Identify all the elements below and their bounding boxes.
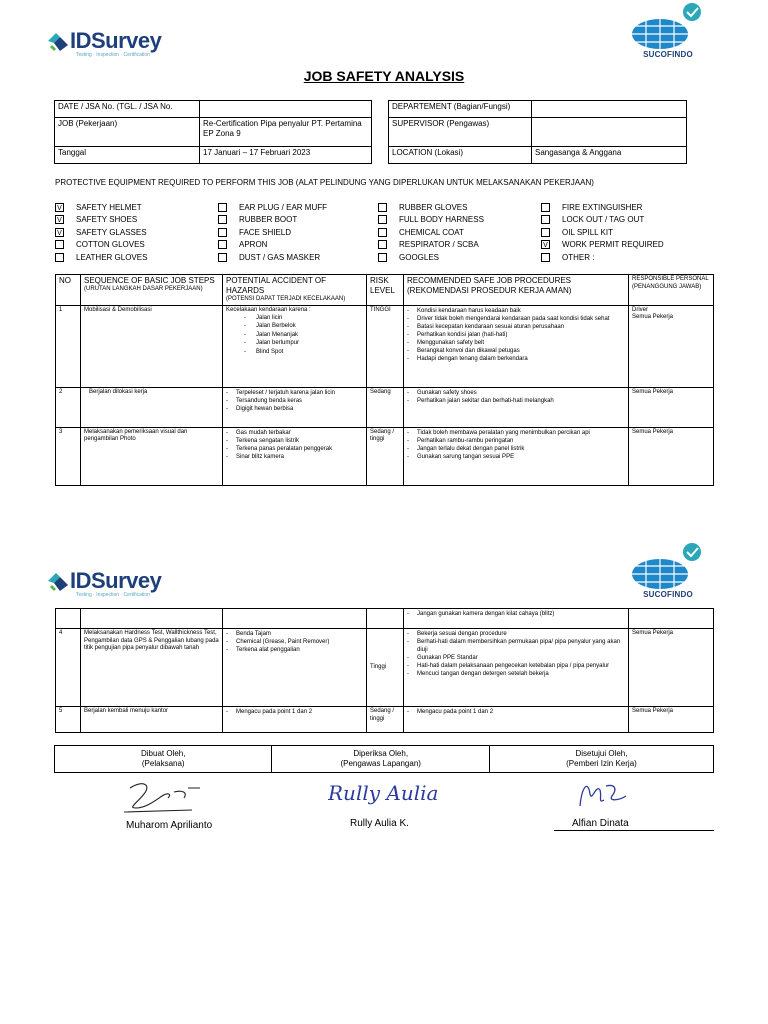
ppe-checkbox[interactable] — [55, 253, 64, 262]
row-hazards — [223, 427, 367, 485]
col-proc-sub: (REKOMENDASI PROSEDUR KERJA AMAN) — [407, 286, 572, 295]
list-item-text: - Chemical (Grease, Paint Remover) — [236, 639, 330, 646]
list-item — [407, 355, 625, 363]
ppe-item — [55, 238, 145, 250]
col-resp-title: RESPONSIBLE PERSONAL — [632, 276, 709, 282]
ppe-label: SAFETY SHOES — [76, 214, 138, 224]
list-item-text: - Driver tidak boleh mengendarai kendaraan pada saat kondisi tidak sehat — [417, 315, 610, 322]
sig-role: Disetujui Oleh, — [575, 749, 628, 758]
ppe-item — [541, 201, 642, 213]
responsible-list — [632, 708, 710, 716]
row-step: Berjalan dilokasi kerja — [81, 387, 223, 427]
idsurvey-wordmark: IDSurvey — [70, 28, 162, 53]
responsible-name: Semua Pekerja — [632, 388, 674, 395]
col-steps-sub: (URUTAN LANGKAH DASAR PEKERJAAN) — [84, 286, 203, 292]
location-value: Sangasanga & Anggana — [532, 147, 687, 164]
list-item-text: - Berangkat konvoi dan dikawal petugas — [417, 347, 520, 354]
sucofindo-globe-icon — [630, 2, 706, 52]
row-responsible — [629, 609, 714, 629]
list-item — [407, 630, 625, 638]
ppe-heading: PROTECTIVE EQUIPMENT REQUIRED TO PERFORM THIS JOB (ALAT PELINDUNG YANG DIPERLUKAN UNTUK MELAKSANAKAN PEKERJAAN) — [55, 178, 594, 187]
sig-role-sub: (Pengawas Lapangan) — [340, 759, 421, 768]
list-item-text: - Perhatikan rambu-rambu peringatan — [417, 437, 514, 444]
date-label: DATE / JSA No. (TGL. / JSA No. — [55, 101, 200, 118]
table-row — [56, 387, 714, 427]
sucofindo-logo — [630, 2, 706, 62]
list-item-text: - Kondisi kendaraan harus keadaan baik — [417, 307, 521, 314]
row-risk: Tinggi — [367, 629, 404, 707]
ppe-item — [378, 213, 484, 225]
ppe-checkbox[interactable] — [541, 215, 550, 224]
list-item — [407, 610, 625, 618]
jsa-table-page1 — [55, 274, 714, 486]
signature-rully — [328, 778, 438, 812]
ppe-label: WORK PERMIT REQUIRED — [562, 239, 664, 249]
table-row — [56, 609, 714, 629]
table-row — [56, 707, 714, 733]
row-no: 2 — [56, 387, 81, 427]
ppe-checkbox[interactable] — [541, 253, 550, 262]
hazard-list — [244, 314, 363, 356]
row-step — [81, 609, 223, 629]
list-item-text: - Mencuci tangan dengan detergen setelah bekerja — [417, 671, 549, 678]
list-item — [226, 445, 363, 453]
row-hazards — [223, 707, 367, 733]
ppe-item — [541, 238, 664, 250]
sucofindo-logo — [630, 542, 706, 602]
supervisor-label: SUPERVISOR (Pengawas) — [389, 118, 532, 147]
ppe-checkbox[interactable]: V — [541, 240, 550, 249]
procedure-list — [407, 610, 625, 618]
list-item-text: - Tidak boleh membawa peralatan yang menimbulkan percikan api — [417, 429, 590, 436]
row-no: 4 — [56, 629, 81, 707]
list-item-text: - Digigit hewan berbisa — [236, 405, 294, 412]
job-label: JOB (Pekerjaan) — [55, 118, 200, 147]
row-no — [56, 609, 81, 629]
job-value: Re-Certification Pipa penyalur PT. Pertamina EP Zona 9 — [200, 118, 372, 147]
list-item-text: - Terkena sengatan listrik — [236, 437, 300, 444]
ppe-label: GOOGLES — [399, 252, 440, 262]
location-label: LOCATION (Lokasi) — [389, 147, 532, 164]
ppe-checkbox[interactable] — [218, 253, 227, 262]
list-item-text: - Gunakan safety shoes — [417, 389, 477, 396]
sucofindo-wordmark: SUCOFINDO — [643, 590, 693, 599]
row-step: Melaksanakan Hardness Test, Wallthickness Test, Pengambilan data GPS & Penggalian lubang pada titik pengujian pipa penyalur dibawah tanah — [81, 629, 223, 707]
list-item-text: Jalan licin — [256, 315, 283, 321]
ppe-checkbox[interactable] — [218, 228, 227, 237]
list-item — [407, 429, 625, 437]
sig-underline — [554, 830, 714, 831]
ppe-label: OIL SPILL KIT — [562, 227, 613, 237]
ppe-item — [541, 226, 613, 238]
list-item — [244, 314, 363, 322]
procedure-list — [407, 630, 625, 679]
list-item-text: - Bekerja sesuai dengan procedure — [417, 631, 507, 637]
list-item-text: - Gunakan sarung tangan sesuai PPE — [417, 453, 515, 460]
sig-name-maker: Muharom Aprilianto — [126, 820, 213, 831]
row-procedures — [404, 707, 629, 733]
col-risk: RISK LEVEL — [367, 275, 404, 306]
list-item-text: - Terkena alat penggalian — [236, 647, 300, 654]
ppe-label: EAR PLUG / EAR MUFF — [239, 202, 328, 212]
idsurvey-mark-icon — [46, 29, 70, 53]
list-item — [226, 437, 363, 445]
hazard-list — [226, 389, 363, 413]
list-item — [407, 708, 625, 716]
list-item — [407, 662, 625, 670]
row-step: Berjalan kembali menuju kantor — [81, 707, 223, 733]
idsurvey-mark-icon — [46, 569, 70, 593]
table-row — [56, 305, 714, 387]
job-info-table — [54, 100, 372, 164]
ppe-checkbox[interactable] — [378, 215, 387, 224]
col-proc-title: RECOMMENDED SAFE JOB PROCEDURES — [407, 276, 572, 285]
ppe-item — [378, 238, 479, 250]
row-responsible — [629, 707, 714, 733]
sig-name-approver: Alfian Dinata — [572, 818, 629, 829]
row-risk: Sedang — [367, 387, 404, 427]
list-item — [407, 347, 625, 355]
ppe-item — [378, 201, 467, 213]
row-procedures — [404, 427, 629, 485]
table-row — [56, 629, 714, 707]
page-title: JOB SAFETY ANALYSIS — [303, 68, 465, 84]
idsurvey-logo — [46, 568, 162, 598]
col-steps — [81, 275, 223, 306]
list-item — [226, 389, 363, 397]
list-item — [407, 323, 625, 331]
list-item — [244, 322, 363, 330]
hazard-list — [226, 630, 363, 654]
row-responsible — [629, 427, 714, 485]
responsible-name: Semua Pekerja — [632, 630, 674, 636]
list-item — [407, 397, 625, 405]
list-item-text: Jalan berlumpur — [256, 340, 300, 347]
row-procedures — [404, 629, 629, 707]
list-item-text: Blind Spot — [256, 348, 284, 355]
list-item — [226, 405, 363, 413]
sig-role-sub: (Pemberi Izin Kerja) — [566, 759, 637, 768]
sig-role: Dibuat Oleh, — [141, 749, 186, 758]
list-item — [226, 646, 363, 654]
row-risk: Sedang / tinggi — [367, 707, 404, 733]
supervisor-value — [532, 118, 687, 147]
list-item — [226, 429, 363, 437]
row-responsible — [629, 387, 714, 427]
list-item — [407, 445, 625, 453]
list-item-text: - Perhatikan jalan sekitar dan berhati-hati melangkah — [417, 397, 554, 404]
list-item-text: - Jangan gunakan kamera dengan kilat cahaya (blitz) — [417, 611, 555, 617]
ppe-item — [541, 213, 644, 225]
list-item — [244, 348, 363, 356]
hazard-intro: Kecelakaan kendaraan karena : — [226, 306, 311, 313]
row-step: Melaksanakan pemeriksaan visual dan pengambilan Photo — [81, 427, 223, 485]
ppe-checkbox[interactable] — [378, 228, 387, 237]
hazard-list — [226, 708, 363, 716]
signature-table — [54, 745, 714, 773]
ppe-item — [541, 251, 594, 263]
list-item — [226, 638, 363, 646]
list-item — [407, 339, 625, 347]
row-procedures — [404, 305, 629, 387]
list-item — [407, 389, 625, 397]
row-responsible — [629, 629, 714, 707]
ppe-label: OTHER : — [562, 252, 595, 262]
ppe-item — [55, 251, 147, 263]
list-item — [226, 630, 363, 638]
list-item — [407, 437, 625, 445]
ppe-label: LEATHER GLOVES — [76, 252, 148, 262]
list-item-text: - Jangan terlalu dekat dengan panel listrik — [417, 445, 525, 452]
location-info-table — [388, 100, 687, 164]
ppe-checkbox[interactable] — [378, 240, 387, 249]
procedure-list — [407, 307, 625, 364]
list-item — [226, 708, 363, 716]
responsible-name: Semua Pekerja — [632, 314, 674, 320]
ppe-checkbox[interactable] — [218, 240, 227, 249]
sucofindo-wordmark: SUCOFINDO — [643, 50, 693, 59]
date-value — [200, 101, 372, 118]
list-item — [244, 331, 363, 339]
ppe-item — [218, 251, 320, 263]
col-resp-sub: (PENANGGUNG JAWAB) — [632, 283, 702, 290]
ppe-item — [55, 226, 147, 238]
sig-role: Diperiksa Oleh, — [353, 749, 409, 758]
idsurvey-tagline: Testing · Inspection · Certification — [76, 52, 150, 58]
sig-name-checker: Rully Aulia K. — [350, 818, 409, 829]
list-item-text: - Batasi kecepatan kendaraan sesuai aturan perusahaan — [417, 323, 565, 330]
col-steps-title: SEQUENCE OF BASIC JOB STEPS — [84, 276, 215, 285]
ppe-checkbox[interactable] — [218, 203, 227, 212]
ppe-label: APRON — [239, 239, 268, 249]
signature-rully-text: Rully Aulia — [328, 781, 438, 805]
ppe-label: FULL BODY HARNESS — [399, 214, 484, 224]
list-item-text: - Benda Tajam — [236, 631, 271, 637]
list-item-text: - Mengacu pada point 1 dan 2 — [417, 709, 494, 715]
sig-role-checker — [272, 746, 489, 773]
ppe-checkbox[interactable] — [218, 215, 227, 224]
row-hazards — [223, 305, 367, 387]
row-hazards — [223, 387, 367, 427]
responsible-list — [632, 307, 710, 322]
row-hazards — [223, 629, 367, 707]
ppe-item — [218, 226, 291, 238]
responsible-name: Semua Pekerja — [632, 428, 674, 435]
list-item-text: - Hadapi dengan tenang dalam berkendara — [417, 356, 528, 363]
list-item-text: - Tersandung benda keras — [236, 397, 303, 404]
hazard-list — [226, 429, 363, 461]
tanggal-label: Tanggal — [55, 147, 200, 164]
signature-alfian — [574, 776, 634, 812]
list-item-text: - Perhatikan kondisi jalan (hati-hati) — [417, 331, 508, 338]
row-no: 1 — [56, 305, 81, 387]
ppe-label: FIRE EXTINGUISHER — [562, 202, 643, 212]
col-hazards-title: POTENTIAL ACCIDENT OF HAZARDS — [226, 276, 327, 295]
signature-muharom — [122, 778, 204, 816]
list-item-text: - Gas mudah terbakar — [236, 429, 291, 436]
list-item-text: - Berhati-hati dalam membersihkan permukaan pipa/ pipa penyalur yang akan diuji — [417, 639, 621, 654]
ppe-label: RESPIRATOR / SCBA — [399, 239, 479, 249]
ppe-checkbox[interactable] — [378, 203, 387, 212]
ppe-label: COTTON GLOVES — [76, 239, 145, 249]
ppe-item — [378, 226, 464, 238]
list-item — [407, 654, 625, 662]
procedure-list — [407, 429, 625, 461]
list-item — [244, 339, 363, 347]
jsa-table-page2 — [55, 608, 714, 733]
list-item-text: - Gunakan PPE Standar — [417, 655, 478, 662]
responsible-list — [632, 429, 710, 437]
row-procedures — [404, 609, 629, 629]
responsible-list — [632, 389, 710, 397]
list-item — [407, 315, 625, 323]
list-item — [407, 331, 625, 339]
ppe-label: RUBBER BOOT — [239, 214, 298, 224]
col-responsible — [629, 275, 714, 306]
table-row — [56, 427, 714, 485]
row-risk — [367, 609, 404, 629]
tanggal-value: 17 Januari – 17 Februari 2023 — [200, 147, 372, 164]
ppe-checkbox[interactable] — [378, 253, 387, 262]
row-hazards — [223, 609, 367, 629]
ppe-checkbox[interactable]: V — [55, 228, 64, 237]
list-item — [226, 397, 363, 405]
row-procedures — [404, 387, 629, 427]
col-procedures — [404, 275, 629, 306]
ppe-label: DUST / GAS MASKER — [239, 252, 321, 262]
list-item-text: Jalan Berbelok — [256, 323, 296, 330]
ppe-item — [378, 251, 439, 263]
idsurvey-wordmark: IDSurvey — [70, 568, 162, 593]
responsible-name: Driver — [632, 306, 648, 313]
list-item — [407, 453, 625, 461]
list-item-text: - Sinar blitz kamera — [236, 453, 285, 460]
sig-role-sub: (Pelaksana) — [141, 759, 185, 768]
row-risk: TINGGI — [367, 305, 404, 387]
dept-label: DEPARTEMENT (Bagian/Fungsi) — [389, 101, 532, 118]
ppe-checkbox[interactable]: V — [55, 215, 64, 224]
list-item-text: - Terkena panas peralatan penggerak — [236, 445, 333, 452]
ppe-item — [218, 238, 267, 250]
row-step: Mobilisasi & Demobilisasi — [81, 305, 223, 387]
ppe-item — [218, 213, 297, 225]
ppe-label: SAFETY HELMET — [76, 202, 142, 212]
list-item — [226, 453, 363, 461]
col-hazards-sub: (POTENSI DAPAT TERJADI KECELAKAAN) — [226, 296, 346, 302]
dept-value — [532, 101, 687, 118]
row-risk: Sedang / tinggi — [367, 427, 404, 485]
list-item — [407, 670, 625, 678]
responsible-list — [632, 630, 710, 638]
ppe-item — [218, 201, 327, 213]
list-item-text: - Menggunakan safety belt — [417, 339, 485, 346]
sucofindo-globe-icon — [630, 542, 706, 592]
ppe-label: FACE SHIELD — [239, 227, 292, 237]
list-item-text: Jalan Menanjak — [256, 331, 299, 338]
procedure-list — [407, 708, 625, 716]
row-responsible — [629, 305, 714, 387]
ppe-checkbox[interactable]: V — [55, 203, 64, 212]
ppe-checkbox[interactable] — [541, 228, 550, 237]
ppe-label: SAFETY GLASSES — [76, 227, 147, 237]
ppe-checkbox[interactable] — [55, 240, 64, 249]
row-no: 3 — [56, 427, 81, 485]
row-no: 5 — [56, 707, 81, 733]
sig-role-approver — [489, 746, 713, 773]
procedure-list — [407, 389, 625, 405]
ppe-label: RUBBER GLOVES — [399, 202, 468, 212]
ppe-label: LOCK OUT / TAG OUT — [562, 214, 645, 224]
col-no: NO — [56, 275, 81, 306]
page-1 — [0, 0, 768, 500]
list-item — [407, 638, 625, 654]
responsible-name: Semua Pekerja — [632, 708, 674, 714]
ppe-label: CHEMICAL COAT — [399, 227, 464, 237]
idsurvey-tagline: Testing · Inspection · Certification — [76, 592, 150, 598]
list-item-text: - Hati-hati dalam pelaksanaan pengecekan ketebalan pipa / pipa penyalur — [417, 663, 610, 670]
list-item — [407, 307, 625, 315]
col-hazards — [223, 275, 367, 306]
ppe-checkbox[interactable] — [541, 203, 550, 212]
sig-role-maker — [55, 746, 272, 773]
list-item-text: - Mengacu pada point 1 dan 2 — [236, 709, 313, 715]
list-item-text: - Terpeleset / terjatuh karena jalan licin — [236, 389, 336, 396]
ppe-item — [55, 201, 142, 213]
idsurvey-logo — [46, 28, 162, 58]
ppe-item — [55, 213, 137, 225]
